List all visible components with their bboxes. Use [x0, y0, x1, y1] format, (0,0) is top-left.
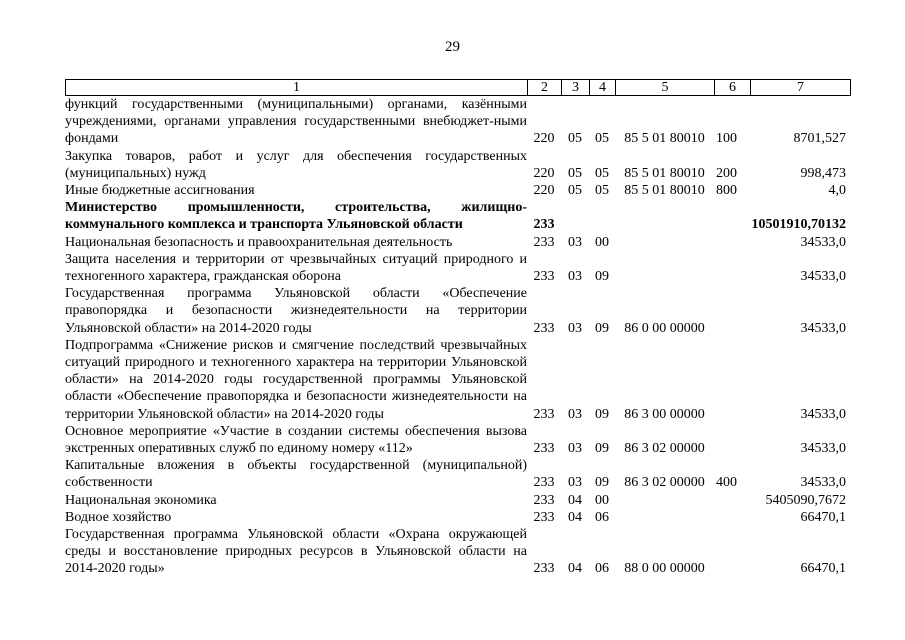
row-amount-cell: 34533,0	[800, 475, 846, 491]
row-subsection-cell: 09	[595, 475, 609, 491]
row-name-cell: Водное хозяйство	[65, 509, 172, 525]
row-subsection-cell: 05	[595, 131, 609, 147]
row-subsection-cell: 09	[595, 441, 609, 457]
row-amount-cell: 34533,0	[800, 406, 846, 422]
table-row	[65, 96, 850, 148]
row-code-cell: 220	[533, 165, 555, 181]
row-subsection-cell: 00	[595, 492, 609, 508]
table-row	[65, 423, 850, 457]
row-name-cell: Иные бюджетные ассигнования	[65, 183, 255, 199]
row-code-cell: 233	[533, 475, 555, 491]
row-section-cell: 03	[568, 320, 582, 336]
row-section-cell: 03	[568, 234, 582, 250]
row-subsection-cell: 09	[595, 269, 609, 285]
row-amount-cell: 34533,0	[800, 441, 846, 457]
row-target-article-cell: 85 5 01 80010	[624, 183, 705, 199]
page-number: 29	[445, 39, 460, 55]
table-row	[65, 285, 850, 337]
row-section-cell: 04	[568, 561, 582, 577]
row-subsection-cell: 06	[595, 509, 609, 525]
row-code-cell: 233	[533, 492, 555, 508]
row-amount-cell: 66470,1	[800, 509, 846, 525]
row-name-cell: Национальная безопасность и правоохранительная деятельность	[65, 234, 453, 250]
row-name-cell: Подпрограмма «Снижение рисков и смягчение последствий чрезвычайных ситуаций природного и техногенного характера на территории Ульяновской области» на 2014-2020 годы государственной программы Ульяновской области «Обеспечение правопорядка и безопасности жизнедеятельности на территории Ульяновской области» на 2014-2020 годы	[65, 337, 527, 422]
row-subsection-cell: 05	[595, 183, 609, 199]
row-subsection-cell: 06	[595, 561, 609, 577]
row-target-article-cell: 85 5 01 80010	[624, 131, 705, 147]
row-code-cell: 233	[533, 406, 555, 422]
column-header-6: 6	[715, 80, 751, 96]
row-code-cell: 233	[533, 441, 555, 457]
row-name-cell: Национальная экономика	[65, 492, 217, 508]
row-name-cell: Защита населения и территории от чрезвычайных ситуаций природного и техногенного характера, гражданская оборона	[65, 251, 527, 285]
row-target-article-cell: 86 0 00 00000	[624, 320, 705, 336]
row-amount-cell: 10501910,70132	[751, 217, 846, 233]
table-row	[65, 148, 850, 182]
row-amount-cell: 34533,0	[800, 320, 846, 336]
row-name-cell: Государственная программа Ульяновской области «Охрана окружающей среды и восстановление природных ресурсов в Ульяновской области на 2014-2020 годы»	[65, 527, 527, 577]
row-code-cell: 233	[533, 320, 555, 336]
table-row	[65, 199, 850, 233]
row-code-cell: 220	[533, 183, 555, 199]
row-expense-type-cell: 400	[716, 475, 737, 491]
row-amount-cell: 4,0	[828, 183, 846, 199]
row-subsection-cell: 05	[595, 165, 609, 181]
table-row	[65, 509, 850, 526]
budget-table-body	[65, 96, 850, 578]
row-amount-cell: 66470,1	[800, 561, 846, 577]
row-section-cell: 04	[568, 492, 582, 508]
column-header-3: 3	[562, 80, 590, 96]
column-header-row	[66, 80, 851, 96]
row-target-article-cell: 86 3 02 00000	[624, 441, 705, 457]
row-expense-type-cell: 100	[716, 131, 737, 147]
column-header-7: 7	[751, 80, 851, 96]
table-row	[65, 251, 850, 285]
column-header-2: 2	[528, 80, 562, 96]
row-code-cell: 233	[533, 561, 555, 577]
row-subsection-cell: 09	[595, 406, 609, 422]
row-amount-cell: 34533,0	[800, 269, 846, 285]
table-row	[65, 526, 850, 578]
row-name-cell: Министерство промышленности, строительства, жилищно-коммунального комплекса и транспорта Ульяновской области	[65, 200, 527, 233]
row-name-cell: Закупка товаров, работ и услуг для обеспечения государственных (муниципальных) нужд	[65, 148, 527, 181]
row-target-article-cell: 86 3 02 00000	[624, 475, 705, 491]
row-target-article-cell: 86 3 00 00000	[624, 406, 705, 422]
row-section-cell: 04	[568, 509, 582, 525]
column-header-5: 5	[616, 80, 715, 96]
row-code-cell: 233	[533, 509, 555, 525]
row-target-article-cell: 88 0 00 00000	[624, 561, 705, 577]
row-code-cell: 233	[533, 269, 555, 285]
row-amount-cell: 5405090,7672	[765, 492, 846, 508]
row-name-cell: Капитальные вложения в объекты государственной (муниципальной) собственности	[65, 458, 527, 491]
table-row	[65, 234, 850, 251]
row-subsection-cell: 09	[595, 320, 609, 336]
table-row	[65, 492, 850, 509]
row-name-cell: Государственная программа Ульяновской области «Обеспечение правопорядка и безопасности жизнедеятельности на территории Ульяновской области» на 2014-2020 годы	[65, 286, 527, 336]
row-subsection-cell: 00	[595, 234, 609, 250]
row-section-cell: 03	[568, 475, 582, 491]
row-expense-type-cell: 200	[716, 165, 737, 181]
row-code-cell: 220	[533, 131, 555, 147]
row-section-cell: 03	[568, 441, 582, 457]
row-code-cell: 233	[533, 217, 555, 233]
row-amount-cell: 8701,527	[793, 131, 846, 147]
row-section-cell: 05	[568, 165, 582, 181]
row-amount-cell: 998,473	[800, 165, 846, 181]
table-row	[65, 337, 850, 423]
row-name-cell: Основное мероприятие «Участие в создании системы обеспечения вызова экстренных оперативных служб по единому номеру «112»	[65, 423, 527, 457]
column-header-table	[65, 79, 851, 96]
row-code-cell: 233	[533, 234, 555, 250]
row-target-article-cell: 85 5 01 80010	[624, 165, 705, 181]
row-section-cell: 03	[568, 406, 582, 422]
table-row	[65, 182, 850, 199]
table-row	[65, 457, 850, 491]
column-header-1: 1	[66, 80, 528, 96]
column-header-4: 4	[590, 80, 616, 96]
row-section-cell: 05	[568, 131, 582, 147]
row-expense-type-cell: 800	[716, 183, 737, 199]
row-name-cell: функций государственными (муниципальными) органами, казёнными учреждениями, органами управления государственными внебюджет-ными фондами	[65, 97, 527, 147]
row-section-cell: 03	[568, 269, 582, 285]
row-amount-cell: 34533,0	[800, 234, 846, 250]
row-section-cell: 05	[568, 183, 582, 199]
